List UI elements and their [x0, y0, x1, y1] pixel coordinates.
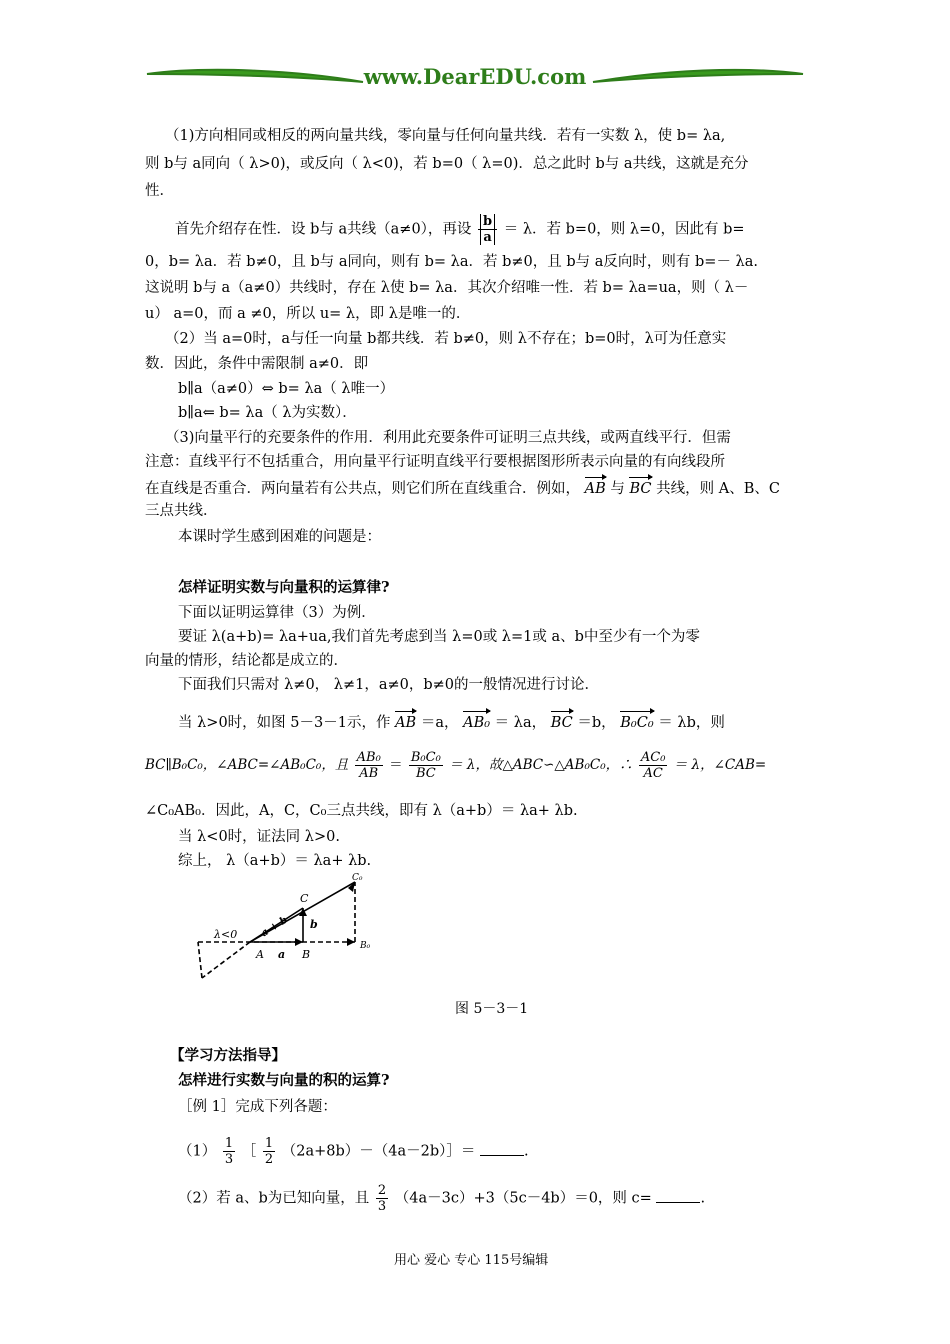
fraction-denominator: 2 — [264, 1152, 274, 1167]
text-span: ＝ λ．若 b=0，则 λ=0，因此有 b= — [503, 221, 745, 238]
text-line: 向量的情形，结论都是成立的． — [145, 653, 348, 669]
fraction-numerator: AB₀ — [356, 750, 381, 765]
section-heading: 【学习方法指导】 — [170, 1047, 286, 1064]
text-span: ［ — [241, 1143, 257, 1160]
text-line: 要证 λ(a+b)= λa+ua,我们首先考虑到当 λ=0或 λ=1或 a、b中至少有一个为零 — [178, 629, 700, 645]
text-line — [178, 710, 725, 733]
text-span: ＝ λb，则 — [658, 715, 725, 731]
text-span: . — [524, 1143, 529, 1160]
vector-BC: BC — [551, 710, 573, 733]
text-line: 下面我们只需对 λ≠0， λ≠1，a≠0，b≠0的一般情况进行讨论． — [178, 677, 600, 693]
fraction-numerator: 1 — [264, 1136, 274, 1151]
figure-caption: 图 5－3－1 — [455, 1001, 529, 1017]
fraction-one-half — [263, 1136, 275, 1167]
vector-AB0: AB₀ — [463, 710, 490, 733]
text-line: b∥a⇐ b= λa（ λ为实数）． — [178, 405, 357, 421]
text-span: ＝b， — [577, 715, 616, 731]
section-heading: 怎样进行实数与向量的积的运算? — [178, 1072, 390, 1089]
text-span: . — [700, 1190, 706, 1207]
text-line: 0，b= λa．若 b≠0，且 b与 a同向，则有 b= λa．若 b≠0，且 b与 a反向时，则有 b=－ λa. — [145, 254, 758, 270]
figure-label-C0: C₀ — [352, 873, 363, 883]
fraction-numerator: 1 — [224, 1136, 234, 1151]
fraction-numerator: B₀C₀ — [410, 750, 441, 765]
text-line: 注意：直线平行不包括重合，用向量平行证明直线平行要根据图形所表示向量的有向线段所 — [145, 454, 725, 470]
exercise-1 — [178, 1136, 529, 1167]
text-span: 共线，则 A、B、C — [656, 481, 780, 497]
text-line: 当 λ<0时，证法同 λ>0. — [178, 829, 340, 845]
fraction-two-thirds — [376, 1183, 388, 1214]
figure-label-B0: B₀ — [360, 941, 371, 951]
text-line: 这说明 b与 a（a≠0）共线时，存在 λ使 b= λa．其次介绍唯一性．若 b= λa=ua，则（ λ－ — [145, 280, 749, 296]
figure-label-C: C — [300, 892, 309, 905]
fraction-B0C0-over-BC — [409, 750, 443, 781]
answer-blank[interactable] — [656, 1190, 700, 1203]
text-span: ＝ λ，故△ABC∽△AB₀C₀，∴ — [449, 757, 633, 773]
fraction-denominator: 3 — [377, 1199, 387, 1214]
text-line — [175, 214, 745, 245]
text-line: 则 b与 a同向（ λ>0)，或反向（ λ<0)，若 b=0（ λ=0)．总之此时 b与 a共线，这就是充分 — [145, 156, 749, 172]
text-line: （3)向量平行的充要条件的作用．利用此充要条件可证明三点共线，或两直线平行．但需 — [165, 430, 731, 446]
text-line: 性． — [145, 183, 174, 199]
text-span: （4a－3c）+3（5c－4b）＝0，则 c= — [394, 1190, 652, 1207]
abs-b: b — [480, 214, 495, 229]
text-line: u） a=0，而 a ≠0，所以 u= λ，即 λ是唯一的． — [145, 306, 471, 322]
text-span: ＝ λ，∠CAB= — [673, 757, 767, 773]
text-span: 与 — [610, 481, 625, 497]
text-line — [145, 750, 766, 781]
text-line: 三点共线． — [145, 503, 218, 519]
figure-label-lambda: λ<0 — [214, 928, 238, 941]
text-line: （1)方向相同或相反的两向量共线，零向量与任何向量共线．若有一实数 λ，使 b= λa, — [165, 128, 726, 144]
text-span: ＝a， — [420, 715, 459, 731]
fraction-denominator: 3 — [224, 1152, 234, 1167]
fraction-denominator: AC — [643, 766, 663, 781]
figure-label-a-plus-b: a + b — [259, 914, 290, 940]
vector-AB: AB — [585, 476, 606, 499]
text-span: （1） — [178, 1143, 217, 1160]
vector-BC: BC — [629, 476, 651, 499]
header-swoosh-graphic — [145, 62, 805, 92]
text-line: （2）当 a=0时，a与任一向量 b都共线．若 b≠0，则 λ不存在；b=0时，λ可为任意实 — [165, 331, 727, 347]
fraction-AB0-over-AB — [355, 750, 383, 781]
text-span: ＝ λa， — [494, 715, 547, 731]
fraction-numerator: AC₀ — [640, 750, 666, 765]
text-span: 在直线是否重合．两向量若有公共点，则它们所在直线重合．例如， — [145, 481, 580, 497]
site-header — [145, 62, 805, 92]
fraction-denominator: BC — [415, 766, 436, 781]
text-line: ∠C₀AB₀．因此，A，C，C₀三点共线，即有 λ（a+b）＝ λa+ λb. — [145, 803, 578, 819]
vector-AB: AB — [395, 710, 416, 733]
text-span: 首先介绍存在性．设 b与 a共线（a≠0），再设 — [175, 221, 472, 238]
text-span: （2）若 a、b为已知向量，且 — [178, 1190, 370, 1207]
figure-label-a: a — [278, 948, 286, 961]
text-line: 本课时学生感到困难的问题是： — [178, 529, 381, 545]
vector-B0C0: B₀C₀ — [620, 710, 653, 733]
fraction-one-third — [223, 1136, 235, 1167]
abs-a: a — [480, 230, 495, 245]
fraction-abs-b-over-abs-a — [478, 214, 497, 245]
section-heading: 怎样证明实数与向量积的运算律? — [178, 579, 390, 596]
page-footer: 用心 爱心 专心 115号编辑 — [394, 1253, 549, 1268]
text-span: BC∥B₀C₀，∠ABC=∠AB₀C₀，且 — [145, 757, 349, 773]
vector-figure — [190, 868, 390, 988]
text-line: 下面以证明运算律（3）为例． — [178, 605, 376, 621]
text-span: （2a+8b）－（4a－2b）］＝ — [281, 1143, 476, 1160]
fraction-AC0-over-AC — [639, 750, 668, 781]
answer-blank[interactable] — [480, 1143, 524, 1156]
fraction-numerator: 2 — [377, 1183, 387, 1198]
site-title: www.DearEDU.com — [363, 64, 587, 89]
text-line — [145, 476, 780, 499]
figure-label-B: B — [302, 948, 311, 961]
exercise-2 — [178, 1183, 705, 1214]
text-span: ＝ — [389, 757, 403, 773]
text-line: 综上， λ（a+b）＝ λa+ λb. — [178, 853, 372, 869]
fraction-denominator: AB — [359, 766, 379, 781]
text-line: ［例 1］完成下列各题： — [178, 1099, 337, 1115]
text-line: 数．因此，条件中需限制 a≠0．即 — [145, 356, 369, 372]
figure-label-b: b — [310, 918, 318, 931]
text-line: b∥a（a≠0）⇔ b= λa（ λ唯一） — [178, 381, 395, 397]
figure-label-A: A — [256, 948, 264, 961]
text-span: 当 λ>0时，如图 5－3－1示，作 — [178, 715, 391, 731]
